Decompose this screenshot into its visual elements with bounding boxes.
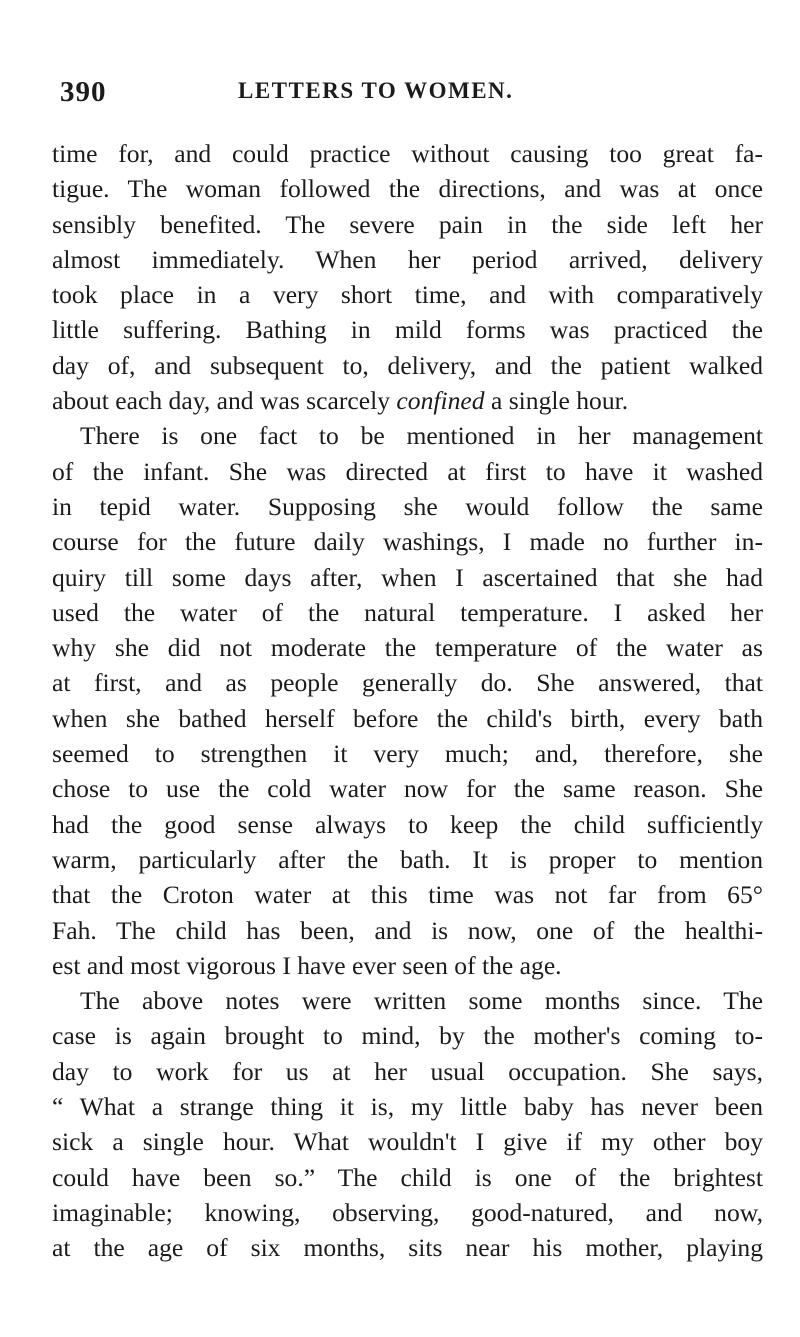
text-line: had the good sense always to keep the child sufficiently — [52, 809, 763, 839]
paragraph-start-line: The above notes were written some months since. The — [80, 986, 763, 1016]
text-line: could have been so.” The child is one of the brightest — [52, 1162, 763, 1192]
text-line: seemed to strengthen it very much; and, therefore, she — [52, 739, 763, 769]
text-line: est and most vigorous I have ever seen of the age. — [52, 950, 562, 980]
text-line: time for, and could practice without causing too great fa- — [52, 139, 763, 168]
text-line: course for the future daily washings, I made no further in- — [52, 527, 763, 557]
text-line: chose to use the cold water now for the same reason. She — [52, 774, 763, 804]
text-line: at first, and as people generally do. She answered, that — [52, 668, 763, 698]
text-line: used the water of the natural temperature. I asked her — [52, 597, 763, 627]
text-line: quiry till some days after, when I ascertained that she had — [52, 562, 763, 592]
text-line: imaginable; knowing, observing, good-natured, and now, — [52, 1197, 763, 1227]
text-line: that the Croton water at this time was not far from 65° — [52, 880, 763, 910]
text-line: when she bathed herself before the child's birth, every bath — [52, 703, 763, 733]
text-line: took place in a very short time, and with comparatively — [52, 280, 763, 310]
text-line-with-emphasis — [52, 383, 763, 418]
running-head: LETTERS TO WOMEN. — [238, 78, 514, 103]
text-line: case is again brought to mind, by the mother's coming to- — [52, 1021, 763, 1051]
text-line: “ What a strange thing it is, my little baby has never been — [52, 1092, 763, 1122]
text-line: warm, particularly after the bath. It is proper to mention — [52, 844, 763, 874]
text-line: almost immediately. When her period arrived, delivery — [52, 244, 763, 274]
text-line: of the infant. She was directed at first to have it washed — [52, 456, 763, 486]
page-number: 390 — [60, 76, 107, 108]
text-line: day to work for us at her usual occupation. She says, — [52, 1056, 763, 1086]
text-line: sensibly benefited. The severe pain in the side left her — [52, 209, 763, 239]
text-line: little suffering. Bathing in mild forms was practiced the — [52, 315, 763, 345]
emphasized-word: confined — [396, 386, 485, 416]
text-run: about each day, and was scarcely — [52, 386, 397, 416]
page-header — [60, 72, 760, 112]
paragraph-start-line: There is one fact to be mentioned in her management — [80, 421, 763, 451]
body-text — [52, 136, 763, 1266]
text-line: at the age of six months, sits near his mother, playing — [52, 1233, 763, 1263]
text-line: sick a single hour. What wouldn't I give if my other boy — [52, 1127, 763, 1157]
text-line: why she did not moderate the temperature of the water as — [52, 633, 763, 663]
text-line: Fah. The child has been, and is now, one of the healthi- — [52, 915, 763, 945]
text-run: a single hour. — [484, 386, 629, 416]
text-line: day of, and subsequent to, delivery, and the patient walked — [52, 350, 763, 380]
text-line: in tepid water. Supposing she would follow the same — [52, 491, 763, 521]
text-line: tigue. The woman followed the directions, and was at once — [52, 174, 763, 204]
